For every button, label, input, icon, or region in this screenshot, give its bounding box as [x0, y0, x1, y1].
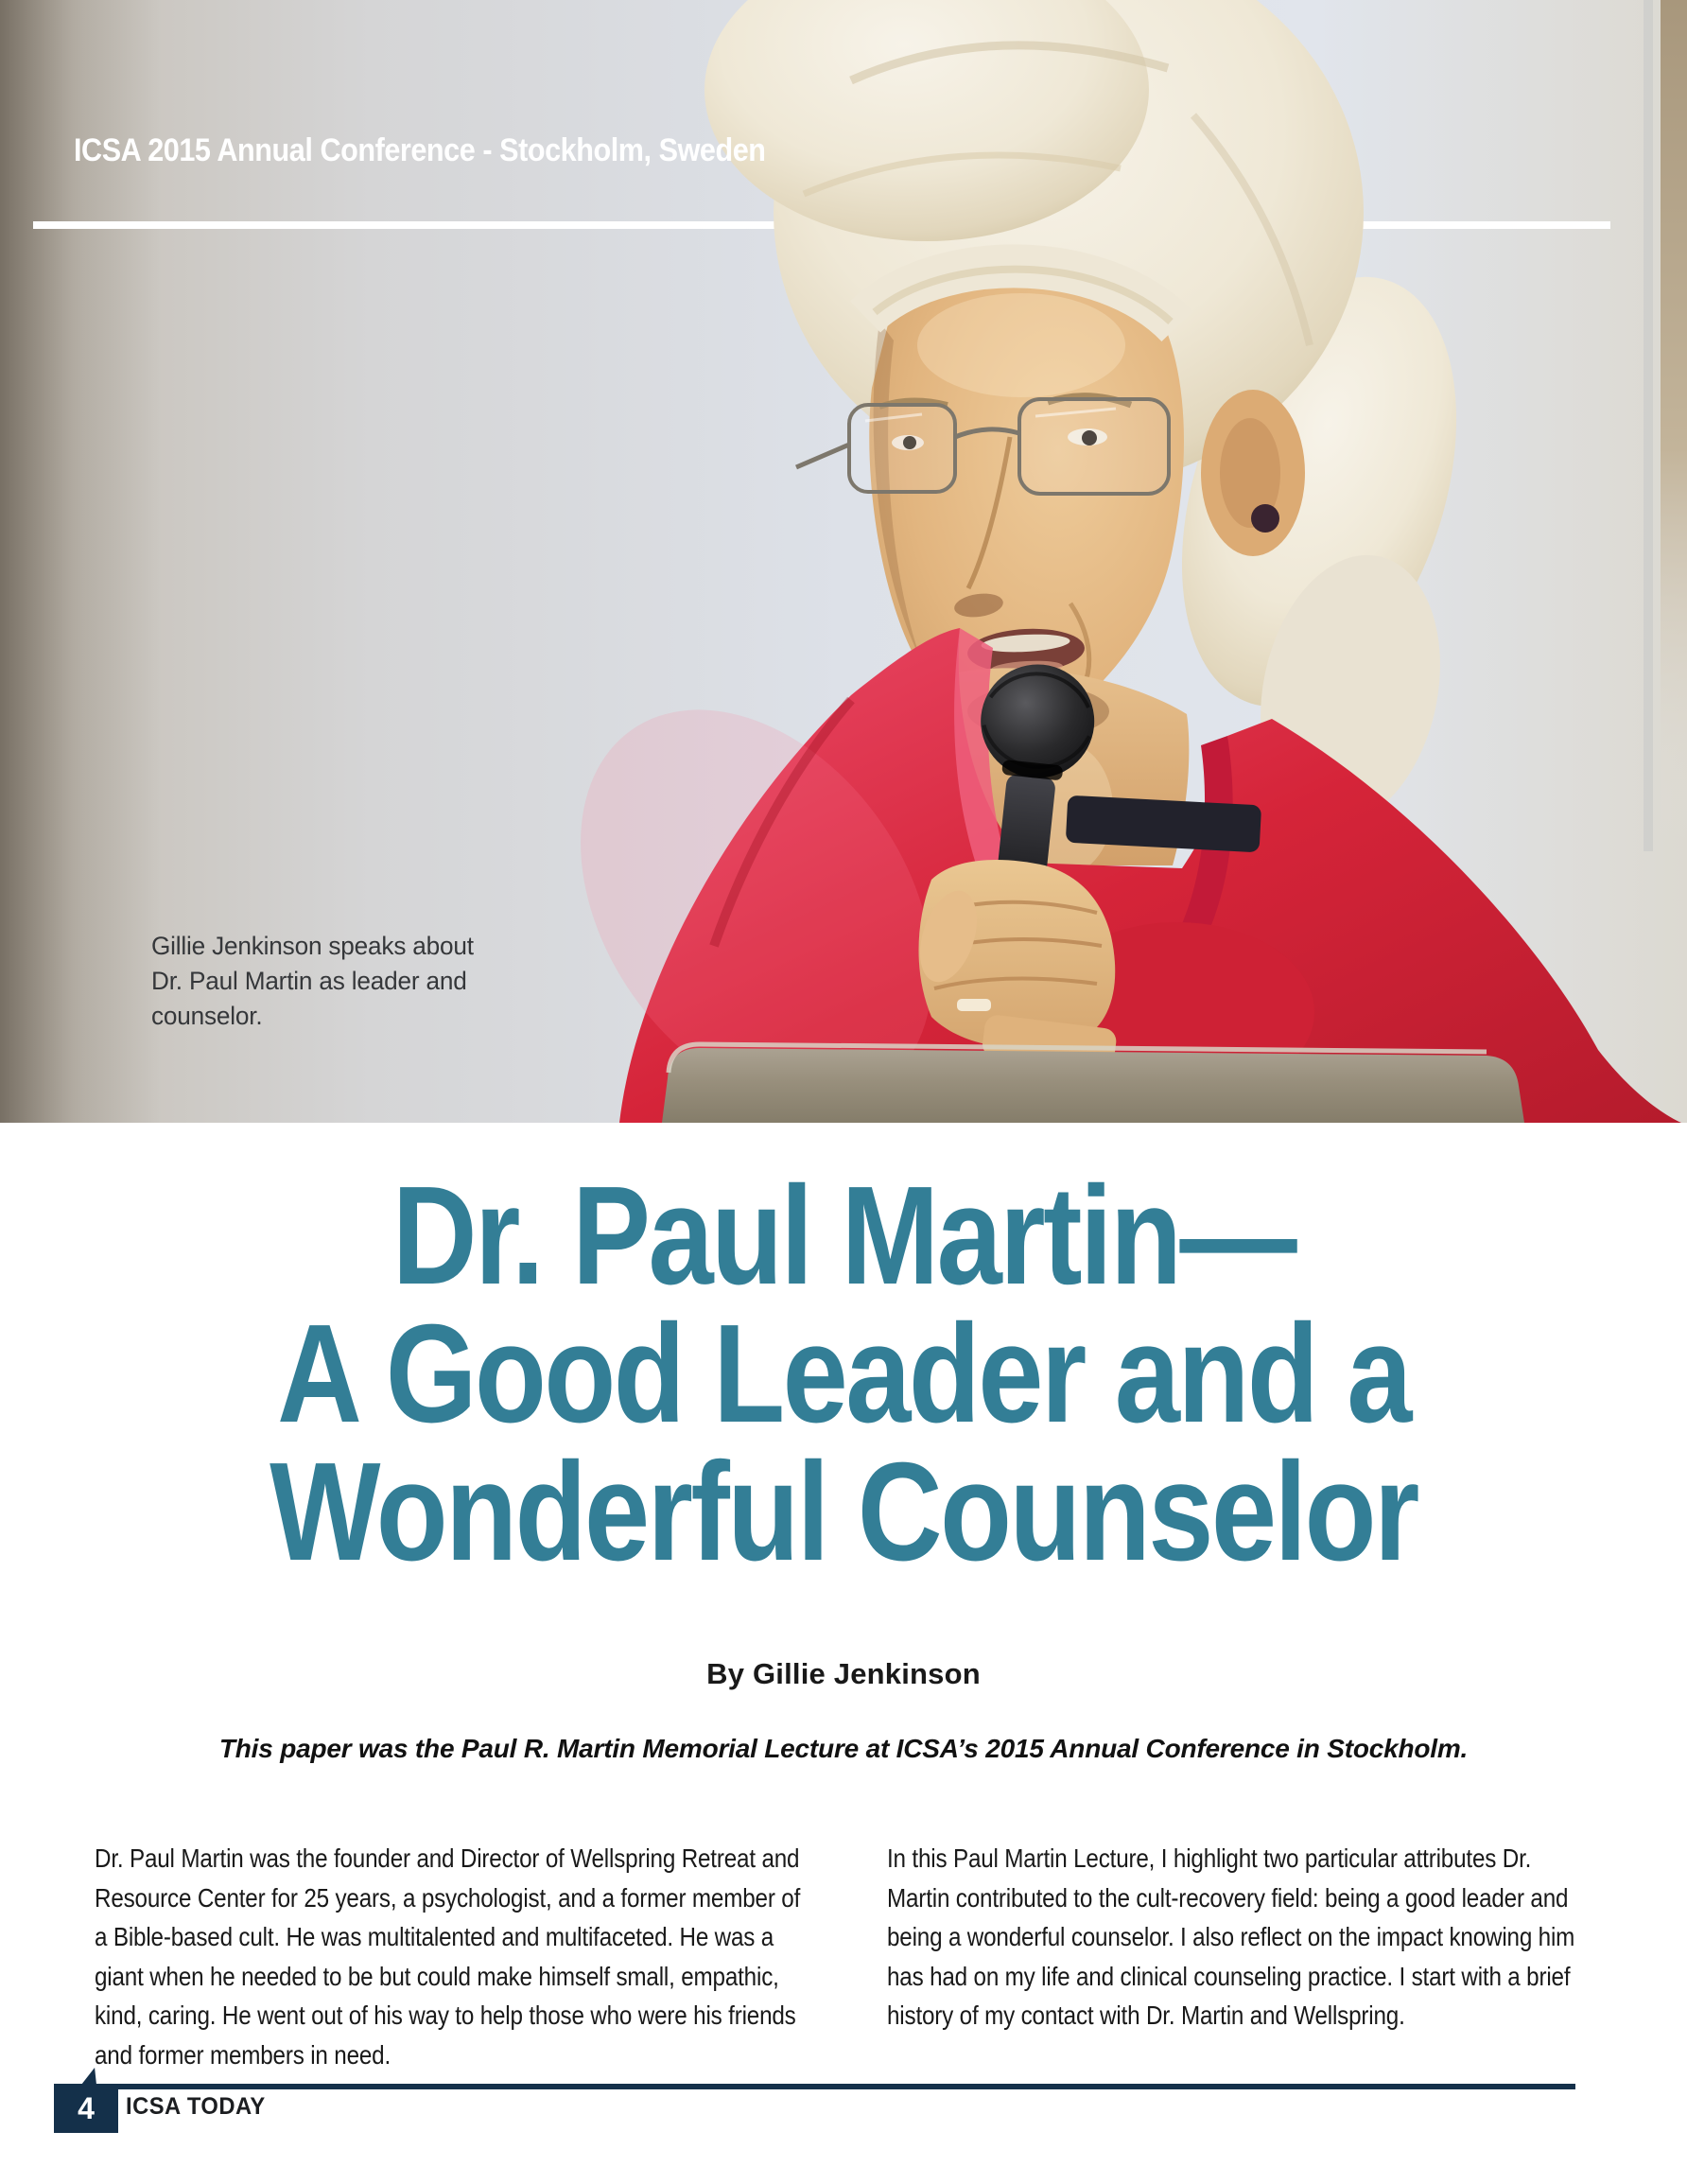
footer-rule [118, 2084, 1575, 2089]
speaker-ear [1201, 390, 1305, 556]
footer-tick-mark [81, 2068, 96, 2085]
body-column-right: In this Paul Martin Lecture, I highlight two particular attributes Dr. Martin contributed to the cult-recovery field: being a good leader and being a wonderful counselor. I also reflect on the impact knowing him has had on my life and clinical counseling practice. I start with a brief history of my contact with Dr. Martin and Wellspring. [887, 1843, 1575, 2030]
conference-banner: ICSA 2015 Annual Conference - Stockholm, Sweden [74, 132, 766, 168]
ring [957, 999, 991, 1011]
laptop [662, 1044, 1524, 1123]
body-column-left: Dr. Paul Martin was the founder and Director of Wellspring Retreat and Resource Center for 25 years, a psychologist, and a former member of a Bible-based cult. He was multitalented and multifaceted. He was a giant when he needed to be but could make himself small, empathic, kind, caring. He went out of his way to help those who were his friends and former members in need. [95, 1843, 801, 2070]
neck-strap [1066, 795, 1261, 853]
page-number: 4 [78, 2090, 95, 2125]
magazine-title: ICSA TODAY [126, 2093, 266, 2120]
article-title: Dr. Paul Martin— A Good Leader and a Wonderful Counselor [270, 1158, 1417, 1590]
lecture-note: This paper was the Paul R. Martin Memorial Lecture at ICSA’s 2015 Annual Conference in Stockholm. [218, 1734, 1469, 1763]
wall-right-frame [1661, 0, 1687, 1123]
wall-edge-line [1644, 0, 1653, 851]
earring [1251, 504, 1279, 533]
article-byline: By Gillie Jenkinson [706, 1657, 981, 1690]
photo-caption: Gillie Jenkinson speaks about Dr. Paul Martin as leader and counselor. [151, 932, 474, 1030]
page-number-badge [54, 2084, 118, 2133]
